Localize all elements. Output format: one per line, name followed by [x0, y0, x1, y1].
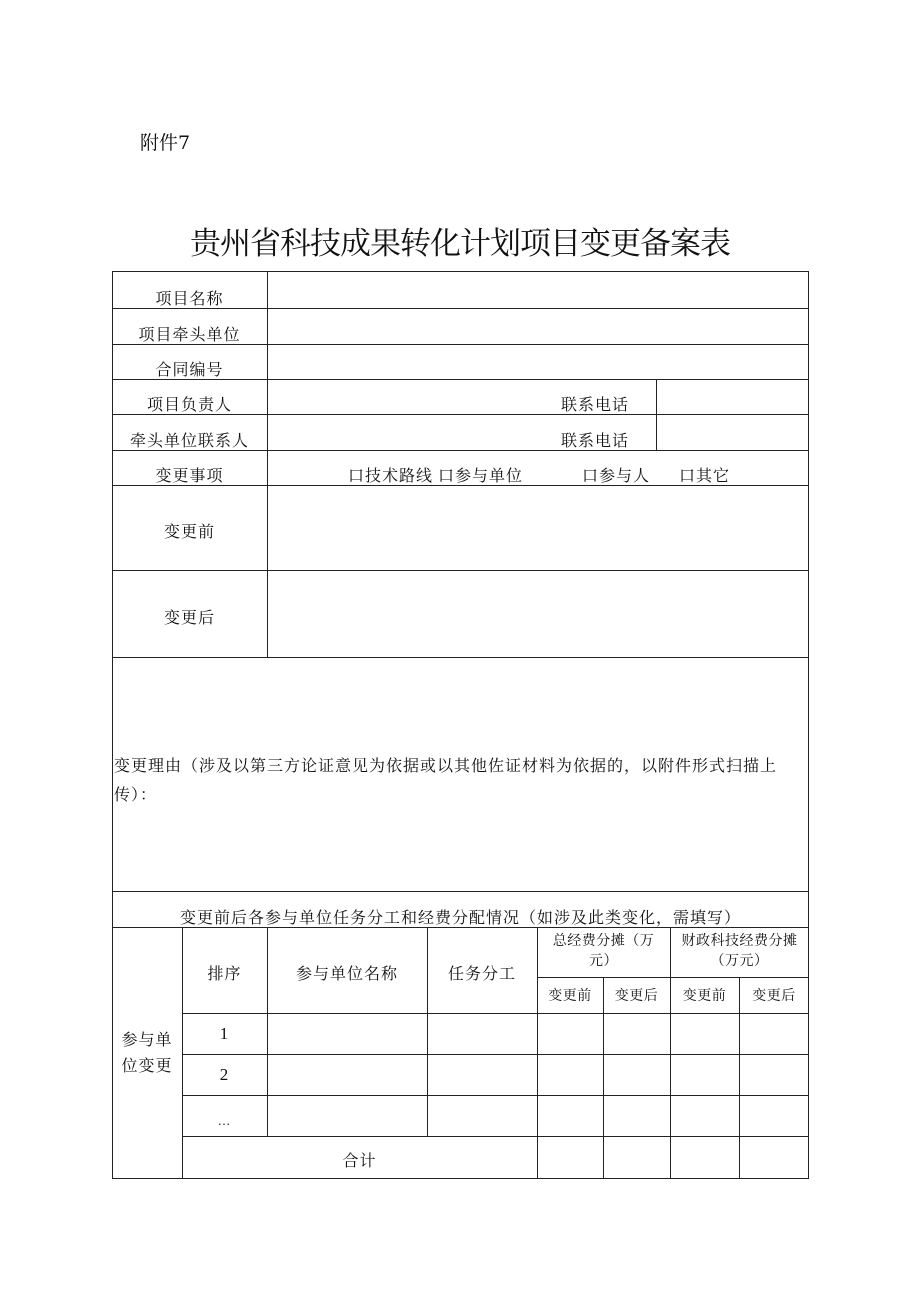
lead-contact-label: 牵头单位联系人 [129, 431, 249, 450]
row-divider [112, 657, 809, 658]
row-divider [112, 570, 809, 571]
row-divider [182, 1095, 809, 1096]
option-participant[interactable]: 口参与人 [582, 466, 651, 485]
project-name-label: 项目名称 [155, 289, 224, 308]
row-ellipsis: ... [218, 1113, 231, 1128]
participating-unit-change-label: 参与单位变更 [121, 1030, 173, 1075]
column-divider [267, 927, 268, 1136]
border-top [112, 271, 809, 272]
border-right [808, 271, 809, 1179]
option-tech-route[interactable]: 口技术路线 [348, 466, 434, 485]
row-divider [182, 1136, 809, 1137]
col-total-funding-header: 总经费分摊（万元） [552, 933, 655, 969]
change-items-label: 变更事项 [155, 466, 224, 485]
contact-phone-label: 联系电话 [561, 431, 630, 450]
attachment-label: 附件7 [140, 132, 191, 154]
row-divider [112, 891, 809, 892]
allocation-title: 变更前后各参与单位任务分工和经费分配情况（如涉及此类变化，需填写） [179, 908, 741, 927]
column-divider [267, 271, 268, 657]
after-label: 变更后 [163, 608, 215, 627]
col-unit-name-header: 参与单位名称 [295, 964, 398, 983]
before-label: 变更前 [163, 522, 215, 541]
total-after-header: 变更后 [614, 988, 659, 1004]
border-bottom [112, 1178, 809, 1179]
column-divider [656, 379, 657, 450]
total-label: 合计 [342, 1151, 377, 1170]
change-record-form [112, 271, 809, 1179]
fiscal-before-header: 变更前 [682, 988, 727, 1004]
column-divider [739, 977, 740, 1178]
lead-unit-label: 项目牵头单位 [138, 325, 241, 344]
row-divider [182, 1054, 809, 1055]
contract-no-label: 合同编号 [155, 360, 224, 379]
form-title: 贵州省科技成果转化计划项目变更备案表 [190, 226, 730, 262]
change-reason-text: 变更理由（涉及以第三方论证意见为依据或以其他佐证材料为依据的，以附件形式扫描上传）： [114, 756, 778, 804]
col-fiscal-funding-header: 财政科技经费分摊（万元） [681, 933, 798, 969]
col-order-header: 排序 [207, 964, 242, 983]
row-divider [182, 1013, 809, 1014]
row-number: 1 [219, 1024, 230, 1043]
column-divider [603, 977, 604, 1178]
option-other[interactable]: 口其它 [679, 466, 731, 485]
option-participating-unit[interactable]: 口参与单位 [438, 466, 524, 485]
row-divider [537, 977, 809, 978]
col-task-header: 任务分工 [447, 964, 516, 983]
row-number: 2 [219, 1065, 230, 1084]
project-leader-label: 项目负责人 [146, 395, 232, 414]
leader-phone-label: 联系电话 [561, 395, 630, 414]
fiscal-after-header: 变更后 [752, 988, 796, 1004]
total-before-header: 变更前 [548, 988, 592, 1004]
column-divider [427, 927, 428, 1136]
